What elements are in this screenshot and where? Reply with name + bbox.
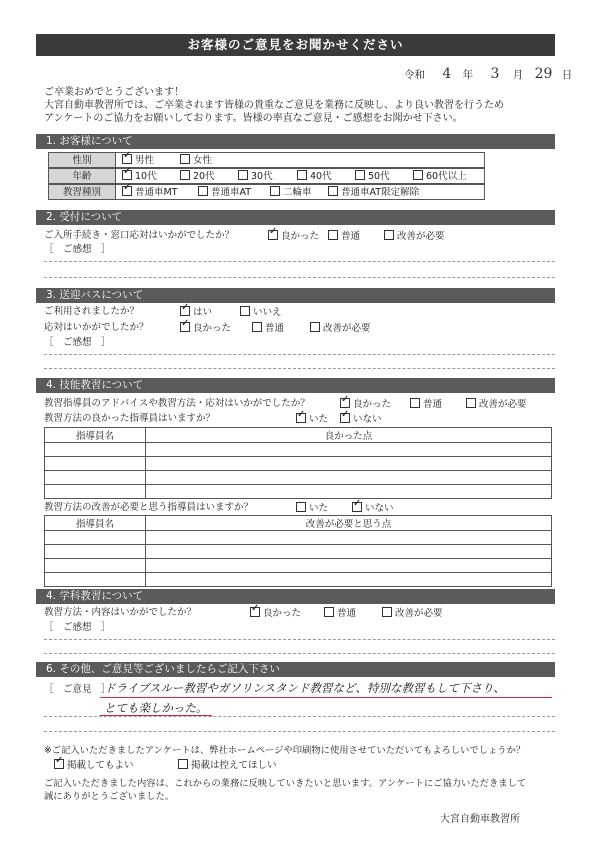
type-motorcycle[interactable]: 二輪車 xyxy=(270,186,312,199)
bus-used-question: ご利用されましたか？ xyxy=(44,306,140,317)
checkbox-checked[interactable] xyxy=(54,759,64,769)
reception-comment-label: ［ ご感想 ］ xyxy=(44,244,111,255)
checkbox[interactable] xyxy=(410,398,420,408)
section-5-heading: 4. 学科教習について xyxy=(36,589,555,604)
section-3-heading: 3. 送迎バスについて xyxy=(36,288,555,303)
instructor-name-header: 指導員名 xyxy=(45,516,146,531)
comment-line xyxy=(44,716,555,717)
checkbox-checked[interactable] xyxy=(180,322,190,332)
improvement-points-header: 改善が必要と思う点 xyxy=(146,516,552,531)
checkbox[interactable] xyxy=(310,322,320,332)
skill-advice-normal[interactable]: 普通 xyxy=(410,398,442,411)
age-40s[interactable]: 40代 xyxy=(297,170,332,183)
checkbox[interactable] xyxy=(240,306,250,316)
age-60s-plus[interactable]: 60代以上 xyxy=(413,170,467,183)
section-2-heading: 2. 受付について xyxy=(36,210,555,225)
good-points-header: 良かった点 xyxy=(146,428,552,443)
academic-question: 教習方法・内容はいかがでしたか？ xyxy=(44,607,197,618)
checkbox[interactable] xyxy=(413,170,423,180)
checkbox[interactable] xyxy=(466,398,476,408)
checkbox-checked[interactable] xyxy=(340,398,350,408)
checkbox[interactable] xyxy=(297,170,307,180)
checkbox[interactable] xyxy=(382,607,392,617)
school-signature: 大宮自動車教習所 xyxy=(440,814,520,825)
reception-good[interactable]: ✓ 良かった xyxy=(268,230,319,243)
checkbox[interactable] xyxy=(296,502,306,512)
age-20s[interactable]: 20代 xyxy=(180,170,215,183)
academic-comment-label: ［ ご感想 ］ xyxy=(44,622,111,633)
checkbox-checked[interactable] xyxy=(340,413,350,423)
day-unit: 日 xyxy=(561,69,573,81)
checkbox[interactable] xyxy=(178,759,188,769)
bus-service-needs-improvement[interactable]: 改善が必要 xyxy=(310,322,371,335)
good-instructor-yes[interactable]: ✓ いた xyxy=(296,413,328,426)
type-mt[interactable]: ✓普通車MT xyxy=(122,186,178,199)
month-handwritten: 3 xyxy=(490,66,500,82)
section-1-heading: 1. お客様について xyxy=(36,134,555,149)
handwritten-opinion-line-1: ドライブスルー教習やガソリンスタンド教習など、特別な教習もして下さり、 xyxy=(104,681,506,695)
year-unit: 年 xyxy=(462,69,474,81)
table-row[interactable] xyxy=(45,443,552,457)
checkbox-checked[interactable] xyxy=(122,170,132,180)
good-instructor-question: 教習方法の良かった指導員はいますか？ xyxy=(44,413,216,424)
checkbox-checked[interactable] xyxy=(268,230,278,240)
gender-male[interactable]: ✓男性 xyxy=(122,154,154,167)
checkbox-checked[interactable] xyxy=(296,413,306,423)
gender-female[interactable]: 女性 xyxy=(180,154,212,167)
era: 令和 xyxy=(404,69,425,81)
age-10s[interactable]: ✓10代 xyxy=(122,170,157,183)
table-row[interactable] xyxy=(45,471,552,485)
table-row[interactable] xyxy=(45,573,552,587)
age-label: 年齢 xyxy=(48,168,116,184)
publish-question: ※ご記入いただきましたアンケートは、弊社ホームページや印刷物に使用させていただいてもよろしいでしょうか？ xyxy=(44,745,526,756)
skill-advice-question: 教習指導員のアドバイスや教習方法・応対はいかがでしたか？ xyxy=(44,398,310,409)
table-row[interactable] xyxy=(45,545,552,559)
improve-instructor-question: 教習方法の改善が必要と思う指導員はいますか？ xyxy=(44,502,254,513)
academic-needs-improvement[interactable]: 改善が必要 xyxy=(382,607,443,620)
age-30s[interactable]: 30代 xyxy=(238,170,273,183)
improve-instructor-yes[interactable]: いた xyxy=(296,502,328,515)
checkbox[interactable] xyxy=(252,322,262,332)
checkbox[interactable] xyxy=(238,170,248,180)
skill-advice-good[interactable]: ✓ 良かった xyxy=(340,398,391,411)
red-underline xyxy=(100,697,552,698)
table-row[interactable] xyxy=(45,531,552,545)
intro-line-1: ご卒業おめでとうございます！ xyxy=(44,87,184,98)
comment-line xyxy=(44,731,555,732)
type-at-release[interactable]: 普通車AT限定解除 xyxy=(328,186,419,199)
checkbox[interactable] xyxy=(270,186,280,196)
comment-line xyxy=(44,653,555,654)
table-row[interactable] xyxy=(45,559,552,573)
skill-advice-needs-improvement[interactable]: 改善が必要 xyxy=(466,398,527,411)
table-row[interactable] xyxy=(45,485,552,499)
checkbox[interactable] xyxy=(355,170,365,180)
month-unit: 月 xyxy=(512,69,524,81)
bus-used-yes[interactable]: ✓ はい xyxy=(180,306,212,319)
checkbox-checked[interactable] xyxy=(122,154,132,164)
reception-question: ご入所手続き・窓口応対はいかがでしたか？ xyxy=(44,230,235,241)
type-at[interactable]: 普通車AT xyxy=(198,186,251,199)
good-instructor-table xyxy=(44,427,552,499)
course-type-label: 教習種別 xyxy=(48,184,116,200)
age-50s[interactable]: 50代 xyxy=(355,170,390,183)
bus-service-normal[interactable]: 普通 xyxy=(252,322,284,335)
day-handwritten: 29 xyxy=(534,66,553,82)
comment-line xyxy=(44,368,555,369)
gender-label: 性別 xyxy=(48,152,116,168)
instructor-name-header: 指導員名 xyxy=(45,428,146,443)
checkbox-checked[interactable] xyxy=(250,607,260,617)
form-title: お客様のご意見をお聞かせください xyxy=(36,34,555,56)
section-6-heading: 6. その他、ご意見等ございましたらご記入下さい xyxy=(36,662,555,677)
checkbox[interactable] xyxy=(384,230,394,240)
checkbox[interactable] xyxy=(328,230,338,240)
academic-normal[interactable]: 普通 xyxy=(324,607,356,620)
section-4-heading: 4. 技能教習について xyxy=(36,378,555,393)
reception-needs-improvement[interactable]: 改善が必要 xyxy=(384,230,445,243)
table-row[interactable] xyxy=(45,457,552,471)
checkbox-checked[interactable] xyxy=(122,186,132,196)
bus-used-no[interactable]: いいえ xyxy=(240,306,282,319)
intro-line-2: 大宮自動車教習所では、ご卒業されます皆様の貴重なご意見を業務に反映し、より良い教習を行うため xyxy=(44,100,504,111)
checkbox[interactable] xyxy=(324,607,334,617)
closing-line-2: 誠にありがとうございました。 xyxy=(44,791,175,802)
checkbox[interactable] xyxy=(198,186,208,196)
intro-line-3: アンケートのご協力をお願いしております。皆様の率直なご意見・ご感想をお聞かせ下さい。 xyxy=(44,113,463,124)
reception-normal[interactable]: 普通 xyxy=(328,230,360,243)
comment-line xyxy=(44,639,555,640)
academic-good[interactable]: ✓ 良かった xyxy=(250,607,301,620)
publish-ok[interactable]: ✓掲載してもよい xyxy=(54,759,134,772)
checkbox-checked[interactable] xyxy=(352,502,362,512)
bus-service-question: 応対はいかがでしたか？ xyxy=(44,322,149,333)
checkbox[interactable] xyxy=(180,154,190,164)
checkbox[interactable] xyxy=(180,170,190,180)
opinion-label: ［ ご意見 ］ xyxy=(44,684,111,695)
improve-instructor-no[interactable]: ✓ いない xyxy=(352,502,394,515)
bus-service-good[interactable]: ✓ 良かった xyxy=(180,322,231,335)
bus-comment-label: ［ ご感想 ］ xyxy=(44,337,111,348)
checkbox-checked[interactable] xyxy=(180,306,190,316)
comment-line xyxy=(44,261,555,262)
gender-row xyxy=(115,152,485,168)
publish-decline[interactable]: 掲載は控えてほしい xyxy=(178,759,277,772)
handwritten-opinion-line-2: とても楽しかった。 xyxy=(104,701,208,715)
year-handwritten: 4 xyxy=(442,66,452,82)
improve-instructor-table xyxy=(44,515,552,587)
checkbox[interactable] xyxy=(328,186,338,196)
date-line xyxy=(404,66,572,82)
closing-line-1: ご記入いただきました内容は、これからの業務に反映していきたいと思います。アンケートにご協力いただきまして xyxy=(44,778,527,789)
good-instructor-no[interactable]: ✓ いない xyxy=(340,413,382,426)
comment-line xyxy=(44,354,555,355)
comment-line xyxy=(44,277,555,278)
